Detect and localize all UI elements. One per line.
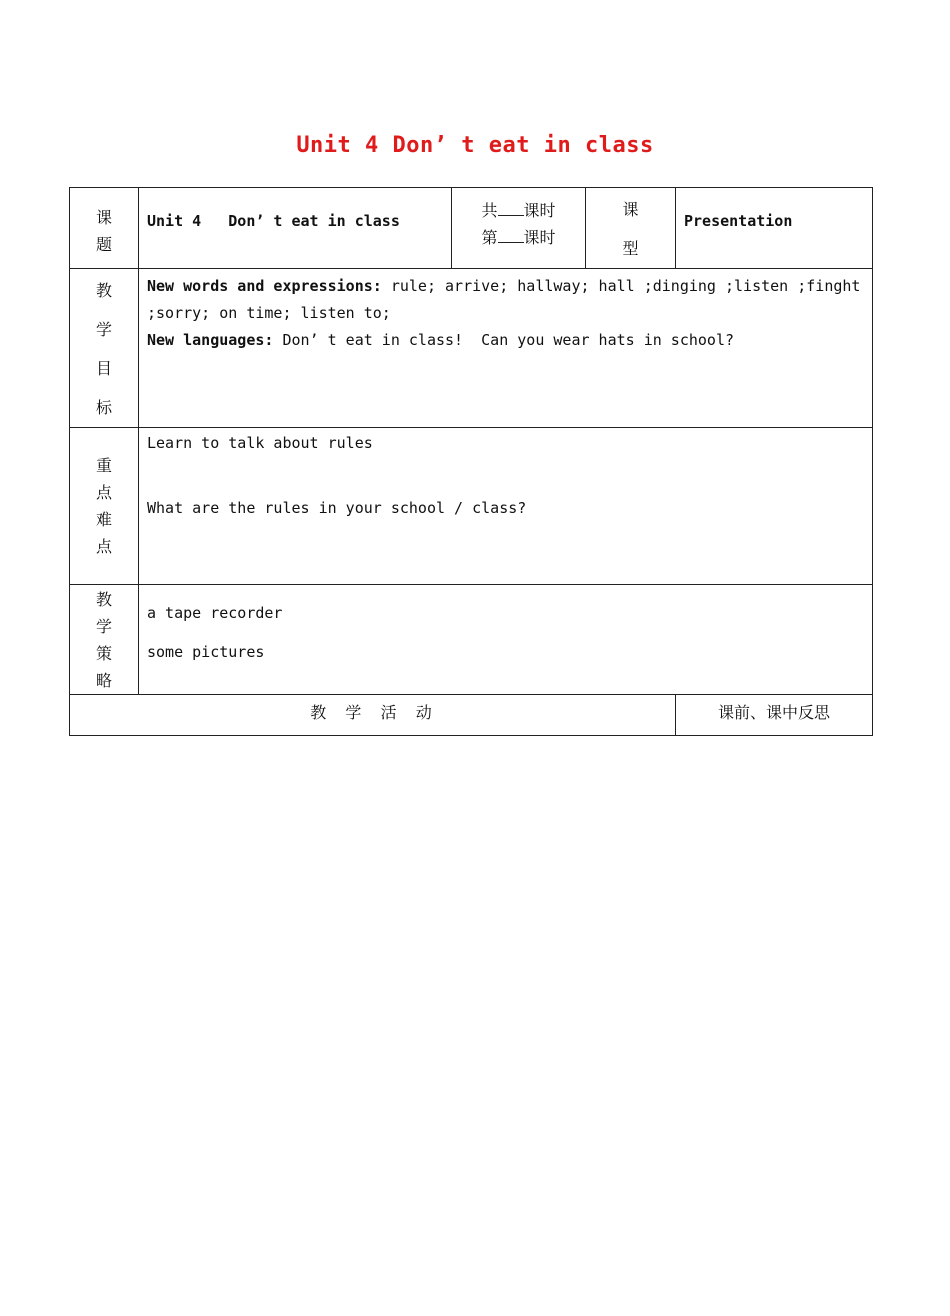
new-languages-heading: New languages:	[147, 331, 274, 349]
lesson-plan-table	[69, 187, 873, 736]
new-words-list: rule; arrive; hallway; hall ;dinging ;listen ;finght ;sorry; on time; listen to;	[147, 277, 861, 322]
goals-label-char: 教	[95, 281, 112, 300]
strategy-row	[70, 585, 873, 695]
new-words-heading: New words and expressions:	[147, 277, 382, 295]
document-title: Unit 4 Don’ t eat in class	[296, 133, 654, 158]
goals-label-cell	[70, 269, 139, 428]
new-languages-text: Don’ t eat in class! Can you wear hats in school?	[273, 331, 735, 349]
type-value-cell	[676, 188, 873, 269]
current-period-blank	[498, 242, 524, 243]
topic-label-char: 课	[95, 208, 112, 227]
key-points-label-char: 重	[95, 456, 112, 475]
key-points-row	[70, 428, 873, 585]
current-period: 第 课时	[481, 228, 556, 247]
strategy-label-char: 学	[95, 617, 112, 636]
key-points-content-cell	[139, 428, 873, 585]
key-points-label-char: 难	[95, 510, 112, 529]
type-label-cell	[586, 188, 676, 269]
topic-label-cell	[70, 188, 139, 269]
footer-row	[70, 695, 873, 736]
key-point-line: Learn to talk about rules	[147, 434, 373, 452]
strategy-label-cell	[70, 585, 139, 695]
reflection-heading: 课前、课中反思	[717, 703, 830, 722]
goals-content-cell	[139, 269, 873, 428]
goals-label-char: 学	[95, 320, 112, 339]
topic-value: Unit 4 Don’ t eat in class	[147, 212, 400, 230]
goals-label-char: 目	[95, 359, 112, 378]
strategy-content-cell	[139, 585, 873, 695]
topic-label-char: 题	[95, 235, 112, 254]
topic-value-cell	[139, 188, 452, 269]
key-point-line: What are the rules in your school / class?	[147, 499, 527, 517]
key-points-label-char: 点	[95, 483, 112, 502]
total-periods-blank	[498, 215, 524, 216]
periods-cell	[452, 188, 586, 269]
key-points-label-char: 点	[95, 537, 112, 556]
type-label-char: 课	[622, 200, 639, 219]
topic-row	[70, 188, 873, 269]
key-points-label-cell	[70, 428, 139, 585]
goals-label-char: 标	[95, 398, 112, 417]
type-value: Presentation	[684, 212, 793, 230]
new-languages-line	[147, 327, 864, 354]
activities-heading: 教 学 活 动	[310, 703, 435, 722]
strategy-item: a tape recorder	[147, 604, 283, 622]
total-periods: 共 课时	[481, 201, 556, 220]
type-label-char: 型	[622, 239, 639, 258]
strategy-label-char: 教	[95, 590, 112, 609]
new-words-line	[147, 273, 864, 327]
strategy-item: some pictures	[147, 643, 265, 661]
goals-row	[70, 269, 873, 428]
strategy-label-char: 略	[95, 671, 112, 690]
reflection-cell	[676, 695, 873, 736]
strategy-label-char: 策	[95, 644, 112, 663]
activities-cell	[70, 695, 676, 736]
